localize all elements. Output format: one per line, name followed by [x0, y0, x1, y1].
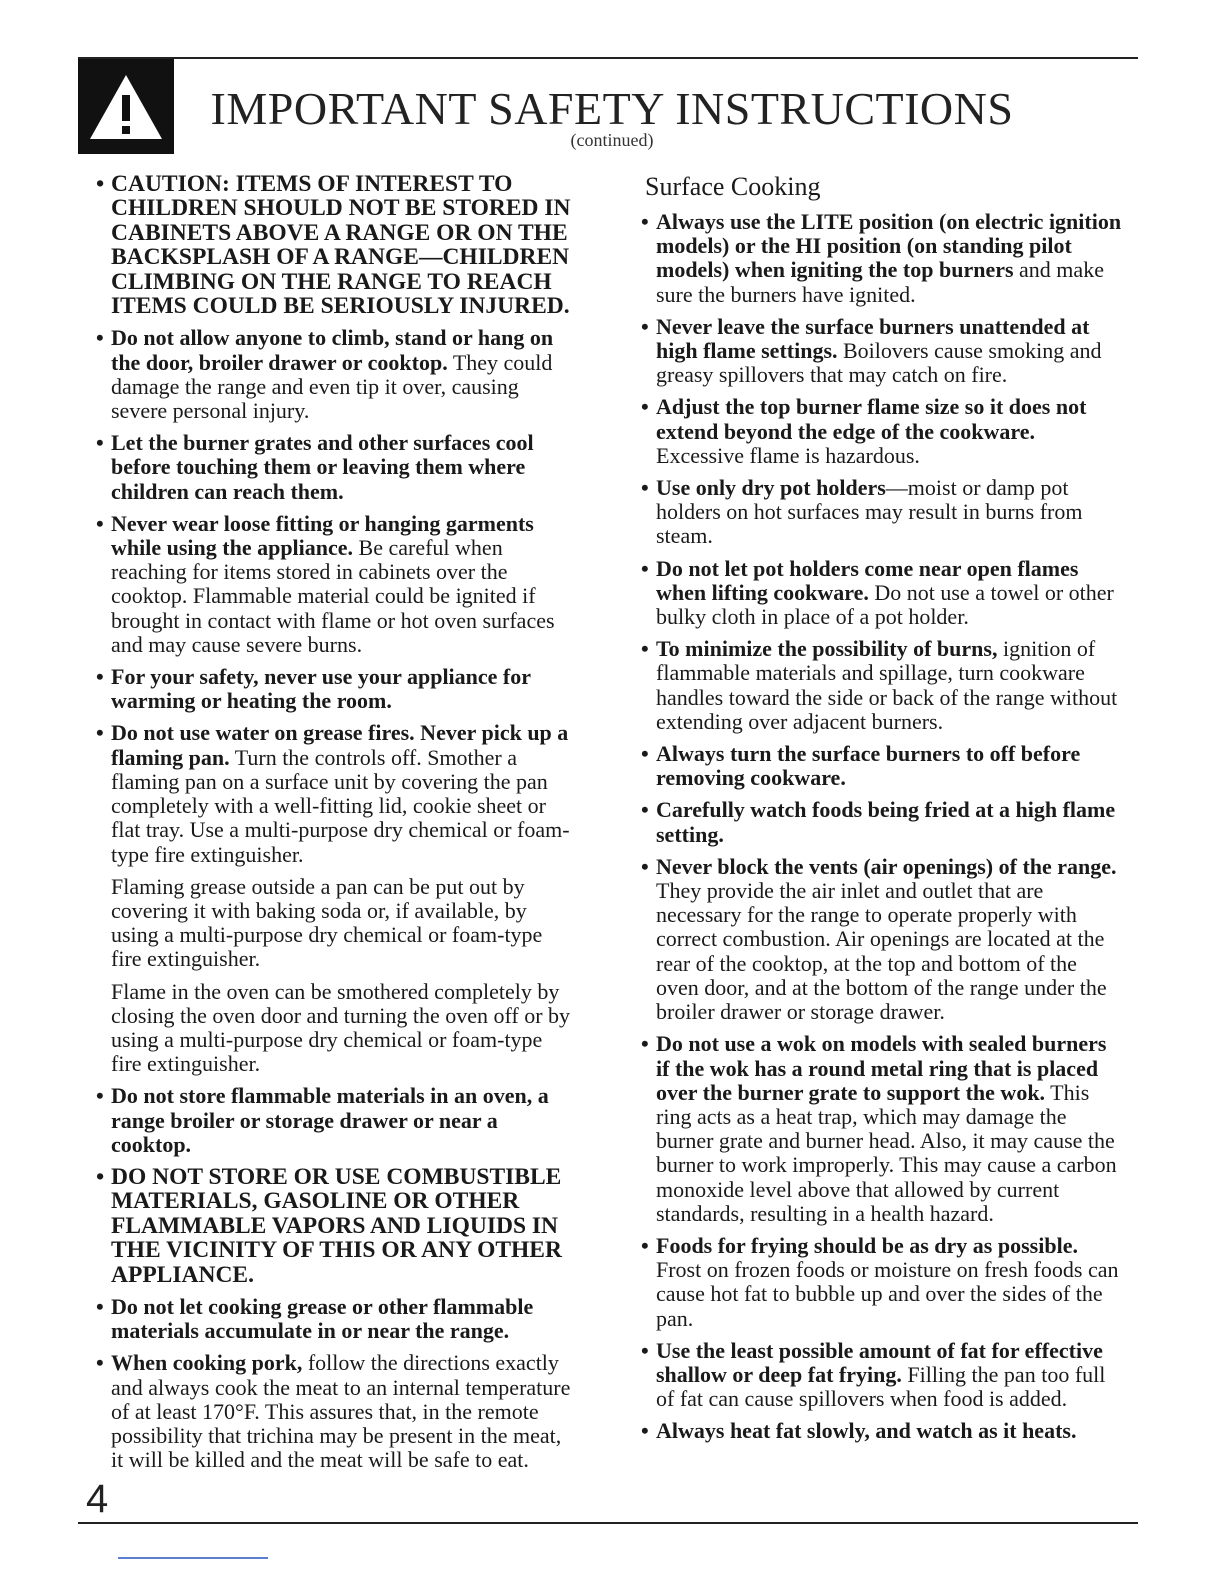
page-title: IMPORTANT SAFETY INSTRUCTIONS — [210, 83, 1014, 134]
list-item — [641, 1032, 1123, 1226]
list-item — [641, 210, 1123, 307]
list-item — [96, 721, 576, 866]
item-bold: Use the least possible amount of fat for effective shallow or deep fat frying. — [656, 1337, 1103, 1387]
list-item — [96, 1165, 576, 1287]
item-bold: DO NOT STORE OR USE COMBUSTIBLE MATERIALS, GASOLINE OR OTHER FLAMMABLE VAPORS AND LIQUIDS IN THE VICINITY OF THIS OR ANY OTHER APPLIANCE. — [111, 1163, 562, 1288]
section-heading: Surface Cooking — [645, 172, 821, 201]
list-item — [641, 476, 1123, 549]
item-text: Turn the controls off. Smother a flaming pan on a surface unit by covering the pan completely with a well-fitting lid, cookie sheet or flat tray. Use a multi-purpose dry chemical or foam-type fire extinguisher. — [111, 744, 570, 867]
list-item — [641, 1419, 1123, 1443]
item-bold: Carefully watch foods being fried at a high flame setting. — [656, 797, 1116, 847]
list-item — [96, 1084, 576, 1157]
item-bold: To minimize the possibility of burns, — [656, 636, 998, 662]
item-text: Filling the pan too full of fat can cause spillovers when food is added. — [656, 1361, 1106, 1412]
list-item — [96, 326, 576, 423]
paragraph: Flaming grease outside a pan can be put out by covering it with baking soda or, if available, by using a multi-purpose dry chemical or foam-type fire extinguisher. — [111, 873, 543, 972]
item-text: Do not use a towel or other bulky cloth in place of a pot holder. — [656, 579, 1114, 630]
item-bold: Do not let cooking grease or other flammable materials accumulate in or near the range. — [111, 1293, 534, 1344]
list-item — [96, 665, 576, 713]
left-column — [96, 172, 576, 1480]
list-item — [641, 557, 1123, 630]
item-bold: For your safety, never use your appliance for warming or heating the room. — [111, 664, 531, 714]
item-text: Be careful when reaching for items stored in cabinets over the cooktop. Flammable material could be ignited if brought in contact with flame or hot oven surfaces and may cause severe burns. — [111, 535, 555, 657]
item-bold: CAUTION: ITEMS OF INTEREST TO CHILDREN SHOULD NOT BE STORED IN CABINETS ABOVE A RANGE OR ON THE BACKSPLASH OF A RANGE—CHILDREN CLIMBING ON THE RANGE TO REACH ITEMS COULD BE SERIOUSLY INJURED. — [111, 171, 571, 320]
item-bold: Do not store flammable materials in an oven, a range broiler or storage drawer or near a cooktop. — [111, 1083, 549, 1157]
list-item — [96, 512, 576, 657]
page-subtitle: (continued) — [570, 130, 654, 150]
item-text: This ring acts as a heat trap, which may damage the burner grate and burner head. Also, it may cause the burner to work improperly. This may cause a carbon monoxide level above that allowed by current standards, resulting in a health hazard. — [656, 1079, 1117, 1226]
list-item — [96, 431, 576, 504]
item-bold: Always turn the surface burners to off before removing cookware. — [656, 741, 1081, 791]
right-column — [641, 172, 1123, 1452]
list-item — [96, 1351, 576, 1472]
item-bold: Do not let pot holders come near open flames when lifting cookware. — [656, 555, 1079, 605]
decorative-line — [118, 1557, 268, 1559]
item-bold: Use only dry pot holders — [656, 475, 886, 501]
item-text: Frost on frozen foods or moisture on fresh foods can cause hot fat to bubble up and over the sides of the pan. — [656, 1257, 1119, 1331]
top-rule — [78, 57, 1138, 59]
item-bold: Never wear loose fitting or hanging garments while using the appliance. — [111, 510, 534, 561]
list-item — [641, 395, 1123, 468]
item-text: follow the directions exactly and always cook the meat to an internal temperature of at least 170°F. This assures that, in the remote possibility that trichina may be present in the meat, it will be killed and the meat will be safe to eat. — [111, 1350, 571, 1473]
list-item — [641, 1339, 1123, 1412]
item-text: They could damage the range and even tip it over, causing severe personal injury. — [111, 349, 553, 424]
item-text: and make sure the burners have ignited. — [656, 257, 1104, 307]
page-number: 4 — [86, 1477, 109, 1521]
list-item — [641, 742, 1123, 790]
list-item — [641, 855, 1123, 1024]
item-text: Excessive flame is hazardous. — [656, 442, 920, 468]
item-text: ignition of flammable materials and spillage, turn cookware handles toward the side or back of the range without extending over adjacent burners. — [656, 636, 1118, 734]
bottom-rule — [78, 1522, 1138, 1524]
list-item — [96, 172, 576, 318]
item-bold: Adjust the top burner flame size so it does not extend beyond the edge of the cookware. — [656, 394, 1087, 444]
item-text: —moist or damp pot holders on hot surfaces may result in burns from steam. — [656, 475, 1083, 549]
list-item — [641, 637, 1123, 734]
item-bold: When cooking pork, — [111, 1350, 303, 1376]
item-bold: Do not allow anyone to climb, stand or hang on the door, broiler drawer or cooktop. — [111, 325, 554, 375]
list-item — [641, 1234, 1123, 1331]
item-bold: Always heat fat slowly, and watch as it heats. — [656, 1418, 1077, 1444]
list-item — [96, 1295, 576, 1343]
item-bold: Always use the LITE position (on electric ignition models) or the HI position (on standing pilot models) when igniting the top burners — [656, 209, 1122, 283]
list-item — [641, 315, 1123, 388]
item-bold: Never block the vents (air openings) of the range. — [656, 853, 1117, 879]
item-bold: Do not use water on grease fires. Never pick up a flaming pan. — [111, 720, 569, 770]
item-bold: Let the burner grates and other surfaces cool before touching them or leaving them where children can reach them. — [111, 430, 534, 504]
list-item — [641, 798, 1123, 846]
item-bold: Do not use a wok on models with sealed burners if the wok has a round metal ring that is placed over the burner grate to support the wok. — [656, 1031, 1107, 1105]
item-text: They provide the air inlet and outlet that are necessary for the range to operate properly with correct combustion. Air openings are located at the rear of the cooktop, at the top and bottom of the oven door, and at the bottom of the range under the broiler drawer or storage drawer. — [656, 878, 1107, 1025]
item-text: Boilovers cause smoking and greasy spillovers that may catch on fire. — [656, 338, 1102, 388]
item-bold: Foods for frying should be as dry as possible. — [656, 1232, 1078, 1258]
paragraph: Flame in the oven can be smothered completely by closing the oven door and turning the oven off or by using a multi-purpose dry chemical or foam-type fire extinguisher. — [111, 978, 571, 1077]
item-bold: Never leave the surface burners unattended at high flame settings. — [656, 313, 1090, 364]
